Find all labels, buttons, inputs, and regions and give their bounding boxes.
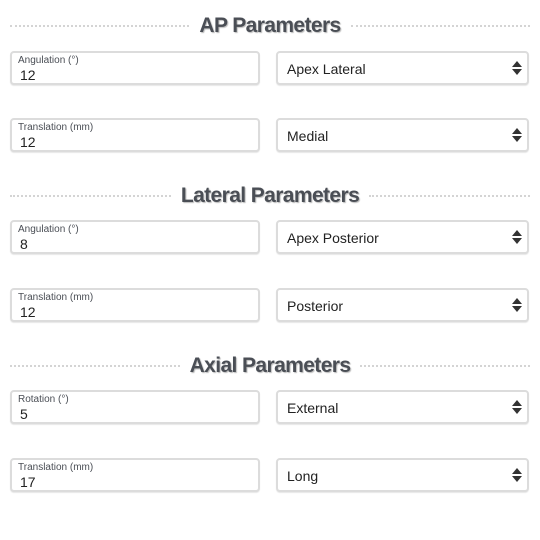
- divider-left: [10, 365, 180, 367]
- sort-arrows-icon: [511, 399, 523, 415]
- sort-arrows-icon: [511, 297, 523, 313]
- axial-translation-direction-select[interactable]: [276, 458, 529, 492]
- divider-right: [351, 25, 530, 27]
- axial-rotation-label: Rotation (°): [18, 394, 69, 405]
- divider-right: [360, 365, 530, 367]
- sort-arrows-icon: [511, 127, 523, 143]
- lateral-translation-field[interactable]: [10, 288, 260, 322]
- divider-left: [10, 195, 171, 197]
- ap-angulation-label: Angulation (°): [18, 55, 79, 66]
- lateral-angulation-value[interactable]: 8: [20, 236, 28, 252]
- divider-left: [10, 25, 189, 27]
- ap-translation-direction-value: Medial: [287, 128, 329, 144]
- lateral-angulation-field[interactable]: [10, 220, 260, 254]
- ap-translation-value[interactable]: 12: [20, 134, 36, 150]
- ap-angulation-value[interactable]: 12: [20, 67, 36, 83]
- axial-translation-field[interactable]: [10, 458, 260, 492]
- sort-arrows-icon: [511, 467, 523, 483]
- divider-right: [369, 195, 530, 197]
- ap-angulation-direction-select[interactable]: [276, 51, 529, 85]
- axial-rotation-direction-select[interactable]: [276, 390, 529, 424]
- ap-translation-label: Translation (mm): [18, 122, 94, 133]
- ap-translation-field[interactable]: [10, 118, 260, 152]
- axial-translation-value[interactable]: 17: [20, 474, 36, 490]
- ap-translation-direction-select[interactable]: [276, 118, 529, 152]
- axial-rotation-value[interactable]: 5: [20, 406, 28, 422]
- lateral-angulation-direction-value: Apex Posterior: [287, 230, 379, 246]
- ap-angulation-field[interactable]: [10, 51, 260, 85]
- lateral-translation-value[interactable]: 12: [20, 304, 36, 320]
- axial-rotation-direction-value: External: [287, 400, 339, 416]
- axial-translation-label: Translation (mm): [18, 462, 94, 473]
- sort-arrows-icon: [511, 229, 523, 245]
- section-header-lateral: [10, 184, 530, 208]
- section-header-ap: [10, 14, 530, 38]
- axial-translation-direction-value: Long: [287, 468, 319, 484]
- lateral-angulation-direction-select[interactable]: [276, 220, 529, 254]
- section-title-ap: AP Parameters: [199, 14, 341, 37]
- section-header-axial: [10, 354, 530, 378]
- lateral-translation-label: Translation (mm): [18, 292, 94, 303]
- section-title-axial: Axial Parameters: [189, 354, 351, 377]
- section-title-lateral: Lateral Parameters: [180, 184, 360, 207]
- lateral-angulation-label: Angulation (°): [18, 224, 79, 235]
- axial-rotation-field[interactable]: [10, 390, 260, 424]
- ap-angulation-direction-value: Apex Lateral: [287, 61, 366, 77]
- lateral-translation-direction-select[interactable]: [276, 288, 529, 322]
- lateral-translation-direction-value: Posterior: [287, 298, 344, 314]
- sort-arrows-icon: [511, 60, 523, 76]
